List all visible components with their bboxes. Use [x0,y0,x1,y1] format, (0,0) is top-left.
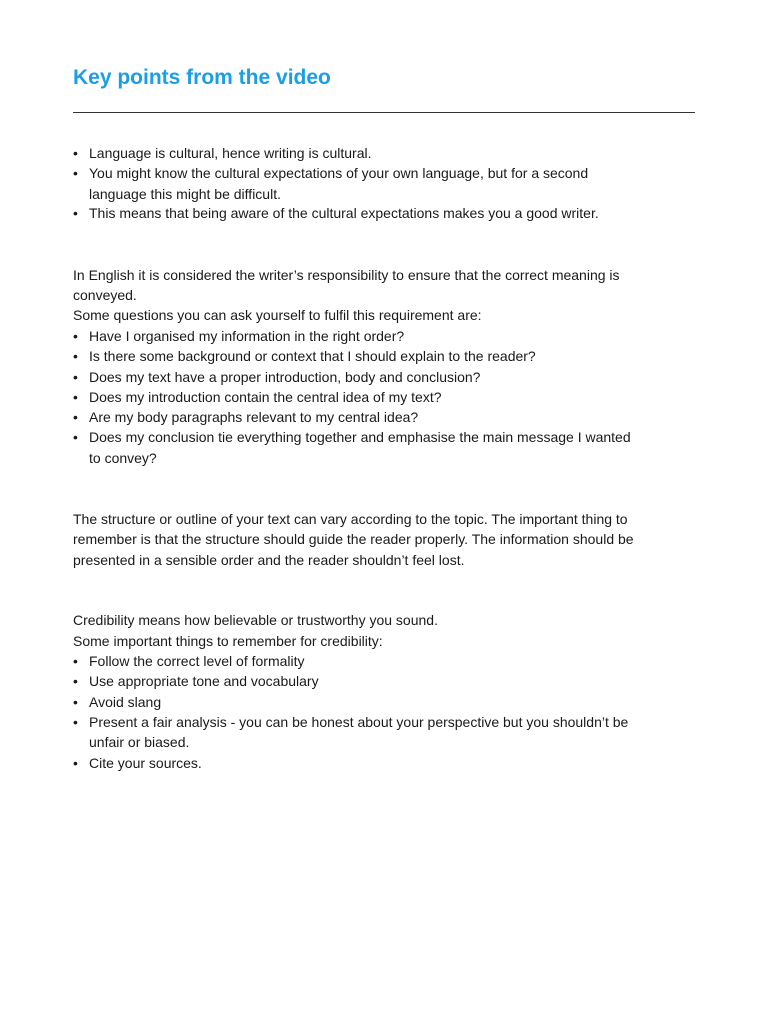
page-title: Key points from the video [73,66,331,89]
list-item: Cite your sources. [89,755,202,771]
list-item: Does my introduction contain the central idea of my text? [89,389,442,405]
bullet-marker: • [73,673,78,689]
paragraph-line: Some important things to remember for credibility: [73,633,383,649]
list-item-continuation: language this might be difficult. [89,186,281,202]
list-item: Present a fair analysis - you can be honest about your perspective but you shouldn’t be [89,714,629,730]
paragraph-line: remember is that the structure should guide the reader properly. The information should be [73,531,634,547]
list-item: Follow the correct level of formality [89,653,305,669]
bullet-marker: • [73,755,78,771]
list-item: Are my body paragraphs relevant to my central idea? [89,409,419,425]
list-item: Use appropriate tone and vocabulary [89,673,319,689]
bullet-marker: • [73,429,78,445]
list-item: You might know the cultural expectations of your own language, but for a second [89,165,589,181]
bullet-marker: • [73,409,78,425]
list-item: Language is cultural, hence writing is cultural. [89,145,372,161]
bullet-marker: • [73,694,78,710]
list-item-continuation: unfair or biased. [89,734,190,750]
list-item: Does my conclusion tie everything together and emphasise the main message I wanted [89,429,631,445]
list-item: Have I organised my information in the right order? [89,328,405,344]
bullet-marker: • [73,165,78,181]
paragraph-line: conveyed. [73,287,137,303]
bullet-marker: • [73,328,78,344]
list-item: Is there some background or context that I should explain to the reader? [89,348,536,364]
paragraph-line: The structure or outline of your text can vary according to the topic. The important thing to [73,511,628,527]
paragraph-line: Some questions you can ask yourself to fulfil this requirement are: [73,307,482,323]
bullet-marker: • [73,145,78,161]
bullet-marker: • [73,205,78,221]
list-item-continuation: to convey? [89,450,157,466]
bullet-marker: • [73,369,78,385]
list-item: Avoid slang [89,694,162,710]
list-item: This means that being aware of the cultural expectations makes you a good writer. [89,205,599,221]
list-item: Does my text have a proper introduction, body and conclusion? [89,369,481,385]
paragraph-line: Credibility means how believable or trustworthy you sound. [73,612,438,628]
bullet-marker: • [73,653,78,669]
paragraph-line: presented in a sensible order and the reader shouldn’t feel lost. [73,552,465,568]
bullet-marker: • [73,389,78,405]
paragraph-line: In English it is considered the writer’s responsibility to ensure that the correct meaning is [73,267,620,283]
title-divider [73,112,695,113]
bullet-marker: • [73,714,78,730]
bullet-marker: • [73,348,78,364]
